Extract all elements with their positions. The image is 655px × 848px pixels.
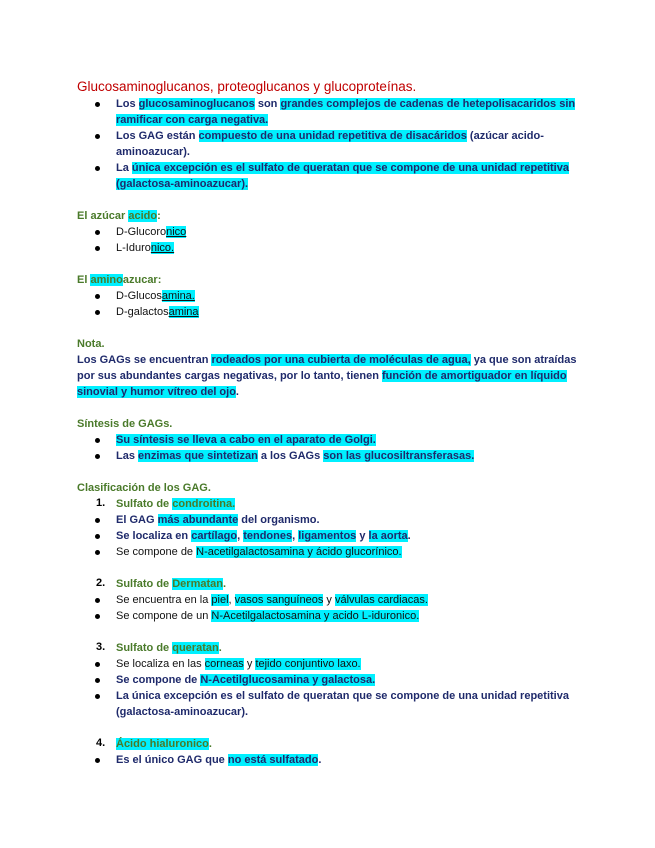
text-span: (azúcar acido- bbox=[466, 130, 544, 142]
synthesis-item bbox=[116, 449, 474, 464]
highlighted-text: nico bbox=[166, 226, 187, 238]
text-span: . bbox=[235, 386, 239, 398]
text-span: . bbox=[208, 738, 212, 750]
highlighted-text: amino bbox=[90, 274, 123, 286]
highlighted-text: acido bbox=[128, 210, 158, 222]
highlighted-text: N-Acetilgalactosamina y acido L-iduronico. bbox=[211, 610, 420, 622]
section-heading-classification bbox=[77, 481, 211, 496]
text-span: D-galactos bbox=[116, 306, 169, 318]
highlighted-text: tendones bbox=[243, 530, 293, 542]
bullet-icon bbox=[95, 310, 100, 315]
highlighted-text: tejido conjuntivo laxo. bbox=[255, 658, 361, 670]
text-span: Se compone de un bbox=[116, 610, 212, 622]
text-span: D-Glucos bbox=[116, 290, 162, 302]
highlighted-text: glucosaminoglucanos bbox=[138, 98, 255, 110]
text-span: aminoazucar). bbox=[116, 146, 190, 158]
text-span: L-Iduro bbox=[116, 242, 151, 254]
highlighted-text: son las glucosiltransferasas. bbox=[323, 450, 475, 462]
bullet-icon bbox=[95, 534, 100, 539]
text-span: , bbox=[292, 530, 299, 542]
text-span: Clasificación de los GAG. bbox=[77, 482, 211, 494]
text-span: por sus abundantes cargas negativas, por lo tanto, tienen bbox=[77, 370, 383, 382]
bullet-icon bbox=[95, 294, 100, 299]
group-item bbox=[116, 753, 321, 768]
group-item bbox=[116, 593, 428, 608]
amino-item bbox=[116, 289, 195, 304]
text-span: Sulfato de bbox=[116, 498, 173, 510]
highlighted-text: amina. bbox=[161, 290, 195, 302]
bullet-icon bbox=[95, 102, 100, 107]
list-number: 2. bbox=[96, 577, 106, 589]
synthesis-item bbox=[116, 433, 376, 448]
group-item bbox=[116, 705, 248, 720]
group-item bbox=[116, 529, 411, 544]
text-span: . bbox=[218, 642, 222, 654]
group-title bbox=[116, 497, 235, 512]
group-item bbox=[116, 657, 361, 672]
text-span: Los bbox=[116, 98, 139, 110]
note-line bbox=[77, 369, 567, 384]
bullet-icon bbox=[95, 694, 100, 699]
bullet-icon bbox=[95, 438, 100, 443]
highlighted-text: N-Acetilglucosamina y galactosa. bbox=[200, 674, 376, 686]
text-span: del organismo. bbox=[238, 514, 320, 526]
text-span: Se encuentra en la bbox=[116, 594, 212, 606]
text-span: Los GAGs se encuentran bbox=[77, 354, 212, 366]
intro-line bbox=[116, 97, 575, 112]
list-number: 3. bbox=[96, 641, 106, 653]
group-item bbox=[116, 673, 375, 688]
text-span: y bbox=[356, 530, 369, 542]
text-span: a los GAGs bbox=[257, 450, 324, 462]
section-heading-synthesis bbox=[77, 417, 172, 432]
section-heading-acid bbox=[77, 209, 161, 224]
text-span: Se compone de bbox=[116, 546, 197, 558]
text-span: Se localiza en las bbox=[116, 658, 205, 670]
intro-line bbox=[116, 129, 544, 144]
note-line bbox=[77, 385, 239, 400]
bullet-icon bbox=[95, 758, 100, 763]
highlighted-text: la aorta bbox=[368, 530, 408, 542]
intro-line bbox=[116, 177, 248, 192]
group-item bbox=[116, 513, 320, 528]
text-span: Síntesis de GAGs. bbox=[77, 418, 173, 430]
acid-item bbox=[116, 241, 174, 256]
text-span: : bbox=[157, 210, 161, 222]
group-item bbox=[116, 689, 569, 704]
highlighted-text: condroitina. bbox=[172, 498, 236, 510]
bullet-icon bbox=[95, 454, 100, 459]
text-span: azucar: bbox=[122, 274, 162, 286]
highlighted-text: nico. bbox=[150, 242, 175, 254]
bullet-icon bbox=[95, 518, 100, 523]
page-title-text: Glucosaminoglucanos, proteoglucanos y glucoproteínas. bbox=[77, 79, 417, 94]
text-span: La bbox=[116, 162, 132, 174]
section-heading-amino bbox=[77, 273, 161, 288]
highlighted-text: función de amortiguador en líquido bbox=[382, 370, 567, 382]
intro-line bbox=[116, 113, 268, 128]
highlighted-text: sinovial y humor vítreo del ojo bbox=[77, 386, 236, 398]
highlighted-text: única excepción es el sulfato de queratan que se compone de una unidad repetitiva bbox=[131, 162, 569, 174]
bullet-icon bbox=[95, 678, 100, 683]
highlighted-text: rodeados por una cubierta de moléculas de agua, bbox=[211, 354, 471, 366]
highlighted-text: válvulas cardiacas. bbox=[334, 594, 428, 606]
text-span: Se compone de bbox=[116, 674, 201, 686]
highlighted-text: Ácido hialuronico bbox=[116, 738, 209, 750]
text-span: Sulfato de bbox=[116, 578, 173, 590]
bullet-icon bbox=[95, 662, 100, 667]
bullet-icon bbox=[95, 166, 100, 171]
text-span: Es el único GAG que bbox=[116, 754, 228, 766]
highlighted-text: más abundante bbox=[157, 514, 239, 526]
text-span: Sulfato de bbox=[116, 642, 173, 654]
highlighted-text: queratan bbox=[172, 642, 219, 654]
text-span: El azúcar bbox=[77, 210, 129, 222]
highlighted-text: piel bbox=[211, 594, 229, 606]
highlighted-text: Dermatan bbox=[172, 578, 223, 590]
bullet-icon bbox=[95, 598, 100, 603]
text-span: son bbox=[254, 98, 281, 110]
text-span: Los GAG están bbox=[116, 130, 199, 142]
highlighted-text: (galactosa-aminoazucar). bbox=[116, 178, 249, 190]
page-title bbox=[77, 79, 416, 94]
highlighted-text: corneas bbox=[204, 658, 244, 670]
highlighted-text: ligamentos bbox=[298, 530, 357, 542]
text-span: El GAG bbox=[116, 514, 158, 526]
bullet-icon bbox=[95, 246, 100, 251]
text-span: Nota. bbox=[77, 338, 105, 350]
bullet-icon bbox=[95, 550, 100, 555]
text-span: El bbox=[77, 274, 91, 286]
highlighted-text: N-acetilgalactosamina y ácido glucorínico. bbox=[196, 546, 402, 558]
text-span: (galactosa-aminoazucar). bbox=[116, 706, 249, 718]
bullet-icon bbox=[95, 614, 100, 619]
note-line bbox=[77, 353, 576, 368]
text-span: . bbox=[407, 530, 411, 542]
group-item bbox=[116, 545, 402, 560]
text-span: ya que son atraídas bbox=[470, 354, 577, 366]
text-span: Las bbox=[116, 450, 139, 462]
text-span: , bbox=[228, 594, 235, 606]
list-number: 1. bbox=[96, 497, 106, 509]
bullet-icon bbox=[95, 134, 100, 139]
bullet-icon bbox=[95, 230, 100, 235]
amino-item bbox=[116, 305, 199, 320]
text-span: . bbox=[318, 754, 322, 766]
section-heading-note bbox=[77, 337, 105, 352]
text-span: La única excepción es el sulfato de queratan que se compone de una unidad repetitiva bbox=[116, 690, 569, 702]
group-title bbox=[116, 577, 226, 592]
text-span: Se localiza en bbox=[116, 530, 192, 542]
acid-item bbox=[116, 225, 186, 240]
highlighted-text: no está sulfatado bbox=[227, 754, 319, 766]
group-title bbox=[116, 737, 212, 752]
text-span: y bbox=[243, 658, 256, 670]
text-span: y bbox=[323, 594, 335, 606]
text-span: , bbox=[237, 530, 244, 542]
list-number: 4. bbox=[96, 737, 106, 749]
highlighted-text: vasos sanguíneos bbox=[234, 594, 324, 606]
intro-line bbox=[116, 161, 569, 176]
highlighted-text: ramificar con carga negativa. bbox=[116, 114, 269, 126]
text-span: . bbox=[222, 578, 227, 590]
highlighted-text: cartílago bbox=[191, 530, 238, 542]
highlighted-text: amina bbox=[168, 306, 199, 318]
group-item bbox=[116, 609, 419, 624]
highlighted-text: Su síntesis se lleva a cabo en el aparato de Golgi. bbox=[116, 434, 376, 446]
highlighted-text: enzimas que sintetizan bbox=[138, 450, 258, 462]
group-title bbox=[116, 641, 222, 656]
intro-line bbox=[116, 145, 190, 160]
highlighted-text: compuesto de una unidad repetitiva de disacáridos bbox=[198, 130, 467, 142]
text-span: D-Glucoro bbox=[116, 226, 167, 238]
highlighted-text: grandes complejos de cadenas de hetepolisacaridos sin bbox=[280, 98, 576, 110]
